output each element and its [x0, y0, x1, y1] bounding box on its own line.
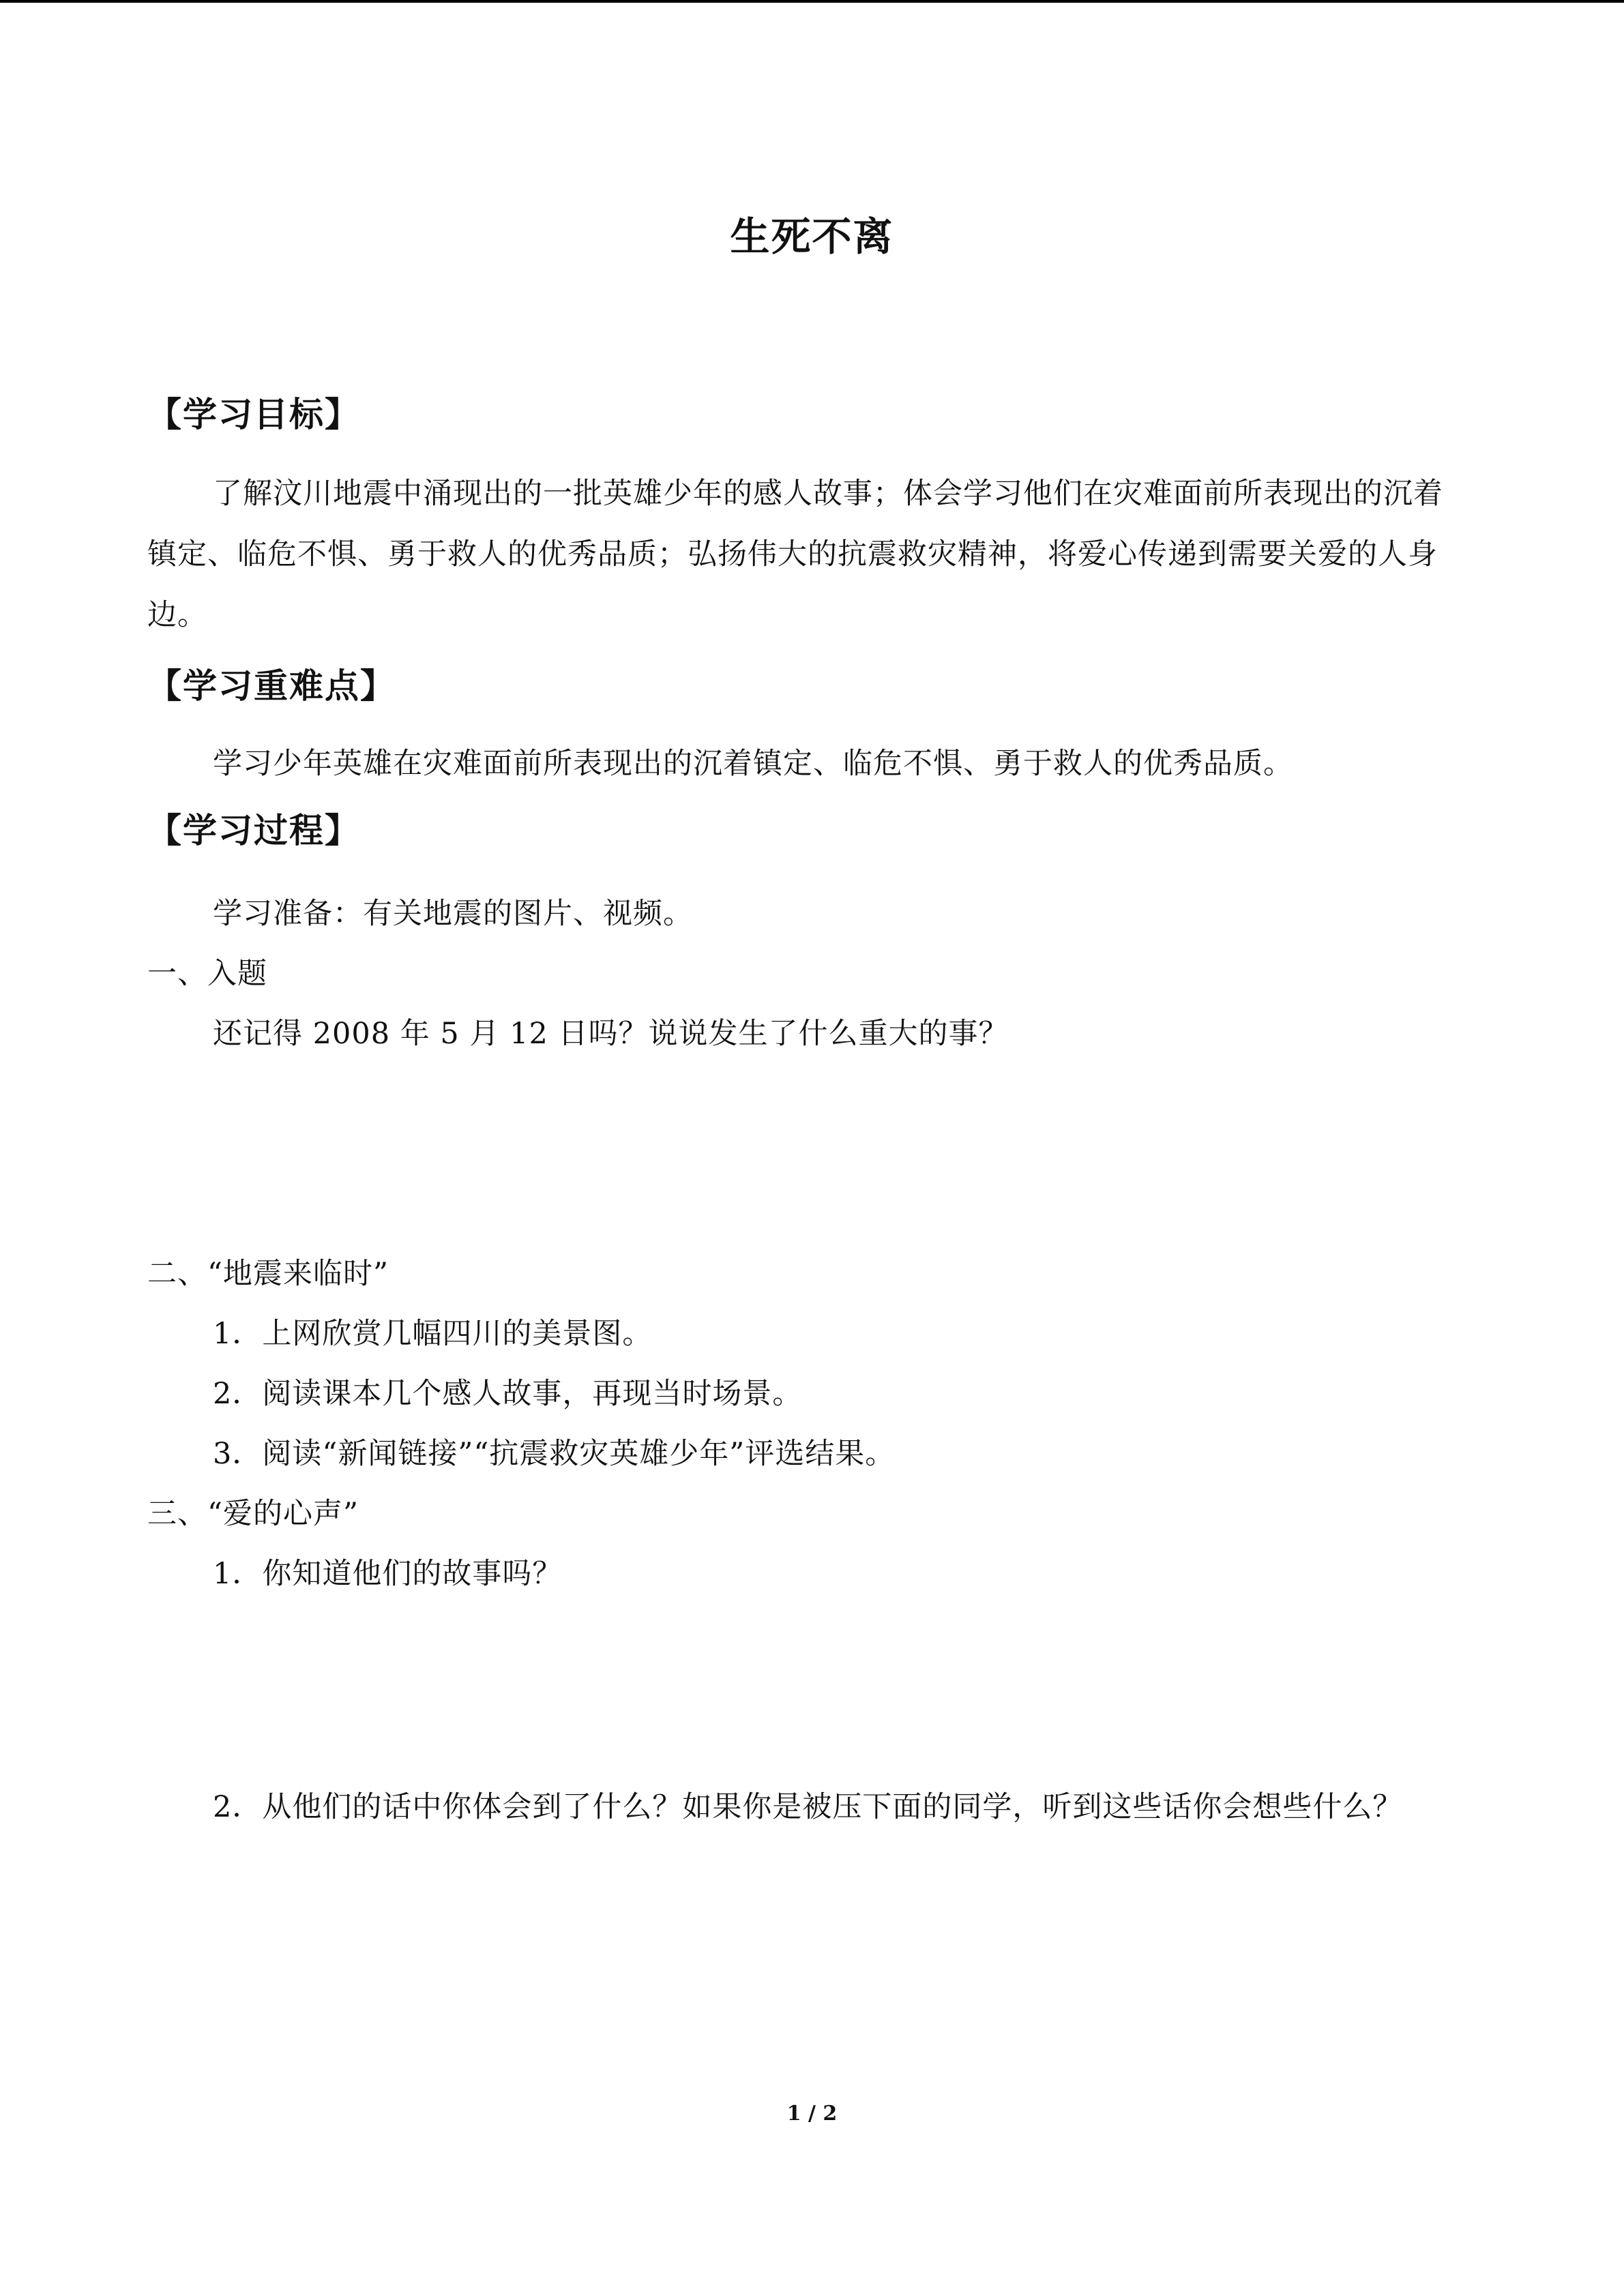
part2-item-3: 3．阅读“新闻链接”“抗震救灾英雄少年”评选结果。 [213, 1437, 896, 1471]
document-title: 生死不离 [730, 213, 894, 260]
part1-question: 还记得 2008 年 5 月 12 日吗？说说发生了什么重大的事？ [213, 1017, 1009, 1051]
heading-learning-process: 【学习过程】 [147, 811, 360, 850]
part2-item-2: 2．阅读课本几个感人故事，再现当时场景。 [213, 1377, 803, 1411]
part1-title: 一、入题 [147, 957, 267, 991]
key-points-text: 学习少年英雄在灾难面前所表现出的沉着镇定、临危不惧、勇于救人的优秀品质。 [213, 747, 1293, 781]
page-number: 1 / 2 [786, 2102, 838, 2126]
learning-goals-text: 了解汶川地震中涌现出的一批英雄少年的感人故事；体会学习他们在灾难面前所表现出的沉着镇定、临危不惧、勇于救人的优秀品质；弘扬伟大的抗震救灾精神，将爱心传递到需要关爱的人身边。 [147, 477, 1443, 632]
part3-title: 三、“爱的心声” [147, 1497, 359, 1531]
part3-item-2: 2．从他们的话中你体会到了什么？如果你是被压下面的同学，听到这些话你会想些什么？ [213, 1790, 1403, 1824]
heading-learning-goals: 【学习目标】 [147, 395, 360, 434]
heading-key-points: 【学习重难点】 [147, 666, 396, 706]
part3-item-1: 1．你知道他们的故事吗？ [213, 1557, 563, 1591]
part2-item-1: 1．上网欣赏几幅四川的美景图。 [213, 1317, 653, 1351]
prep-text: 学习准备：有关地震的图片、视频。 [213, 897, 693, 931]
part2-title: 二、“地震来临时” [147, 1257, 389, 1291]
